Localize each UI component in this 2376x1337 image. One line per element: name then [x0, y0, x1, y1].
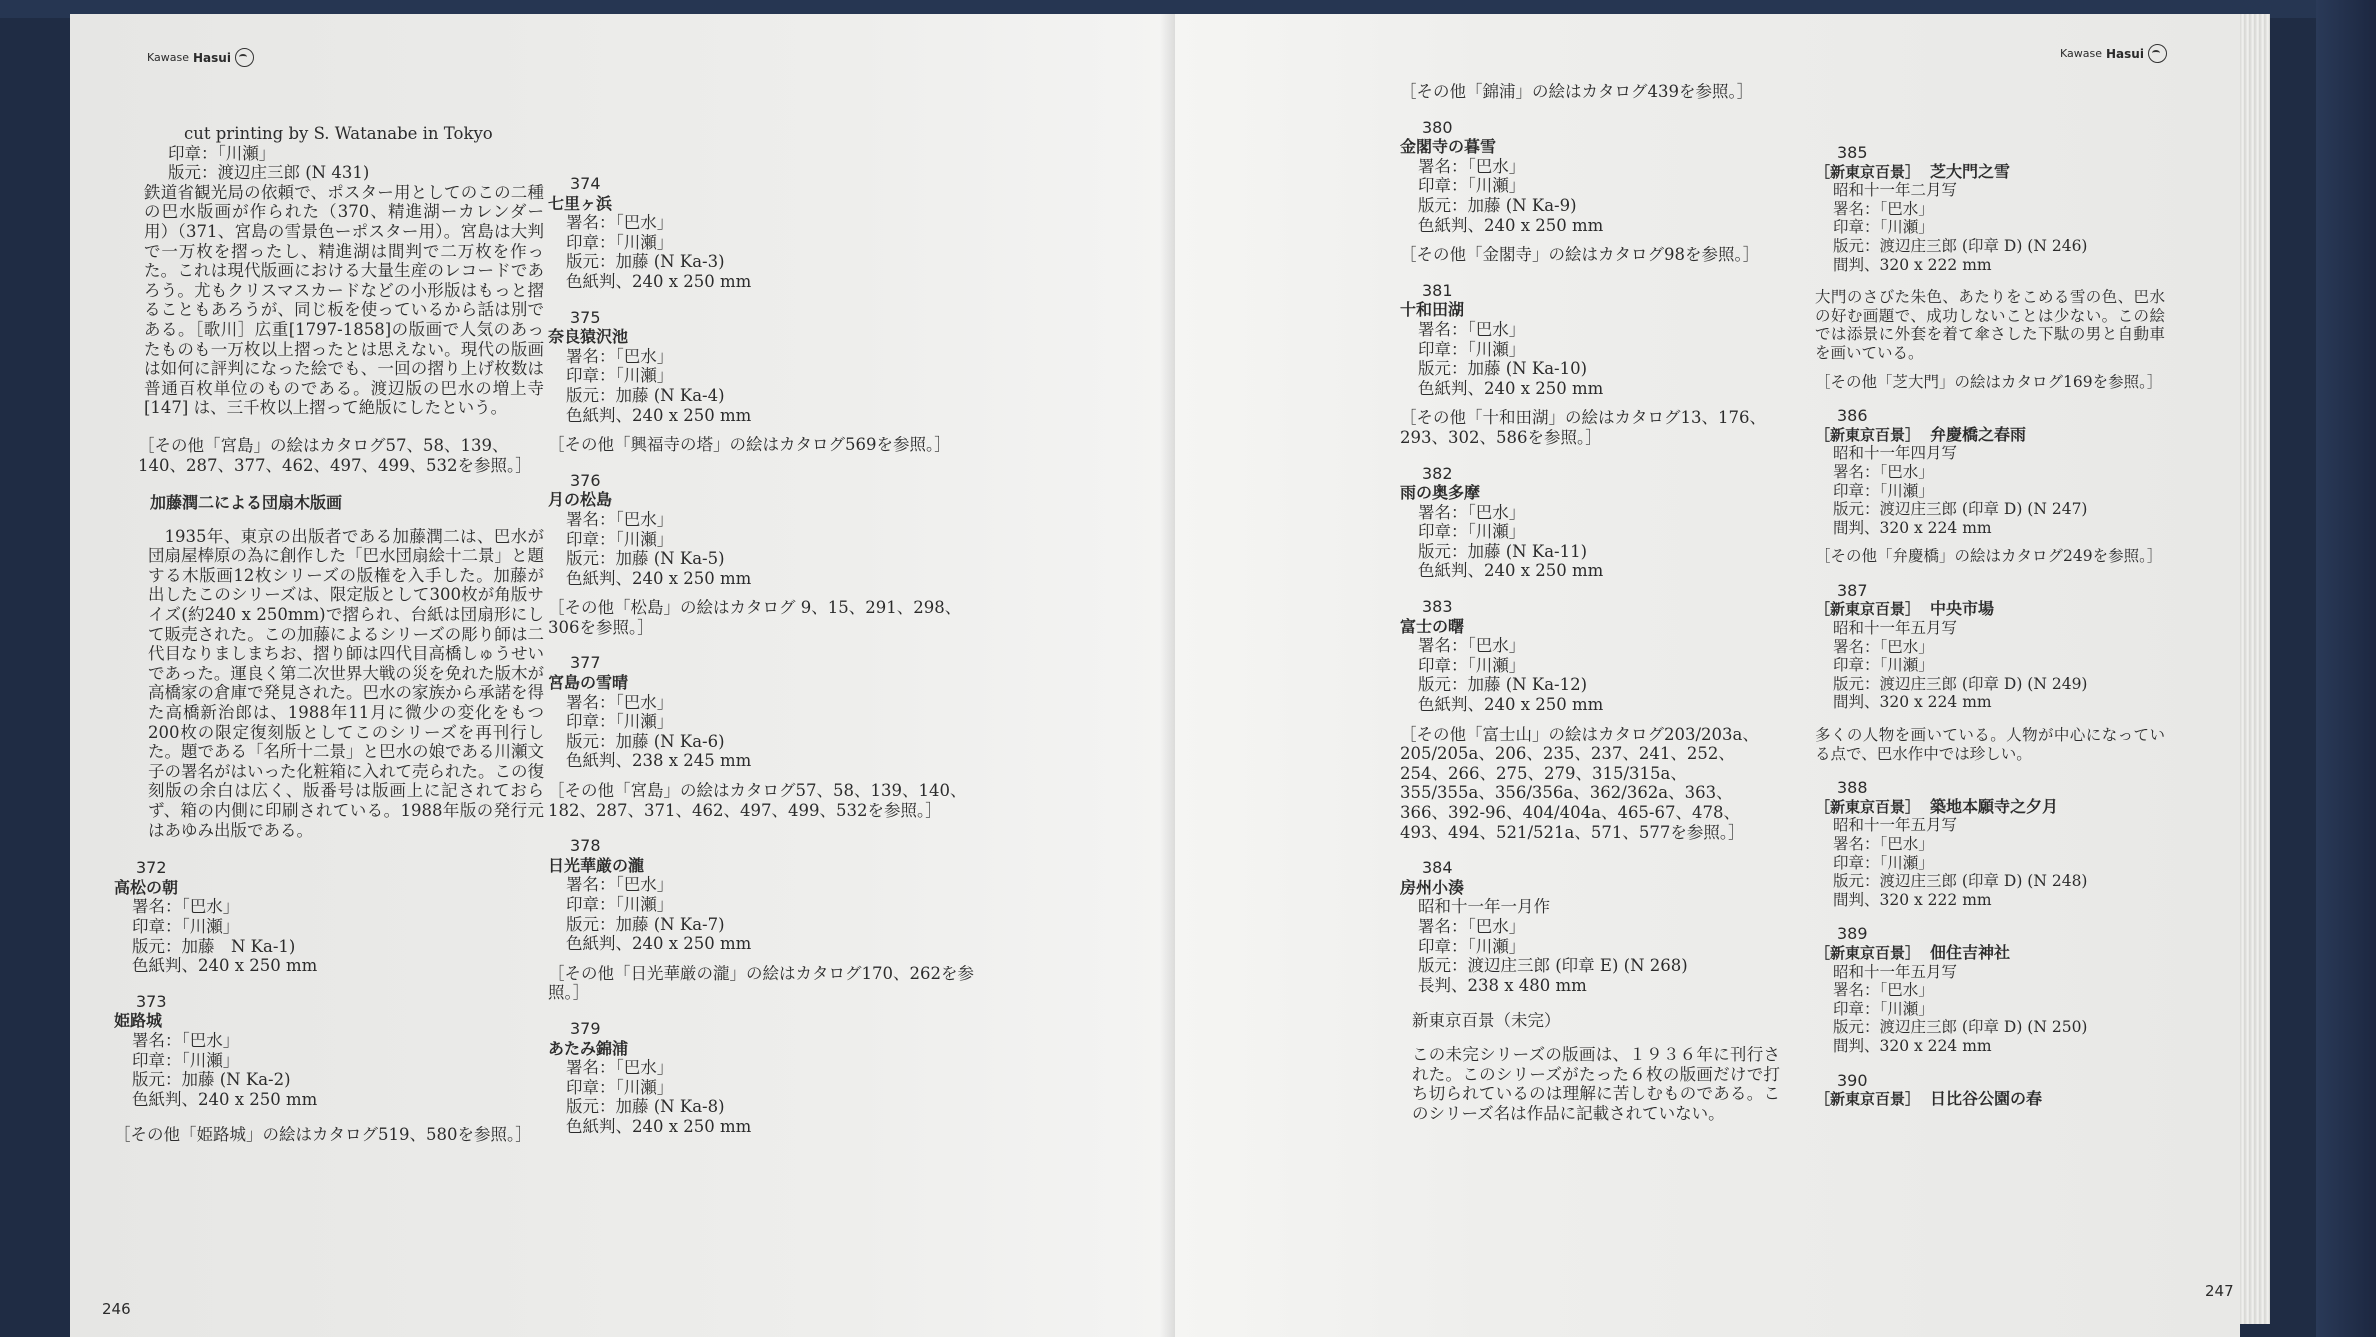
entry-note: ［その他「芝大門」の絵はカタログ169を参照。］	[1815, 372, 2163, 391]
catalog-entry	[1400, 464, 1780, 582]
series-bracket: ［新東京百景］	[1815, 797, 1921, 816]
entry-note: ［その他「宮島」の絵はカタログ57、58、139、140、182、287、371、462、497、499、532を参照。］	[548, 781, 967, 820]
entry-line: 署名：「巴水」	[566, 1058, 674, 1078]
entry-line: 印章：「川瀬」	[132, 916, 240, 936]
catalog-entry	[114, 992, 544, 1110]
entry-note: ［その他「金閣寺」の絵はカタログ98を参照。］	[1400, 245, 1760, 265]
entry-line: 印章：「川瀬」	[1418, 176, 1526, 196]
left-column-2	[548, 174, 988, 1153]
book-page-edges	[2240, 14, 2270, 1324]
entry-line: 色紙判、240 x 250 mm	[566, 1116, 752, 1136]
catalog-entry	[114, 858, 544, 976]
entry-line: 印章：「川瀬」	[1833, 999, 1934, 1018]
note-himeji: ［その他「姫路城」の絵はカタログ519、580を参照。］	[114, 1125, 532, 1145]
entry-line: 版元：加藤 (N Ka-10)	[1418, 359, 1588, 379]
catalog-entry	[1815, 582, 2165, 763]
entry-line: 色紙判、240 x 250 mm	[1418, 695, 1604, 715]
entry-line: 色紙判、240 x 250 mm	[132, 1089, 318, 1109]
note-miyajima: ［その他「宮島」の絵はカタログ57、58、139、140、287、377、462、497、499、532を参照。］	[138, 435, 532, 475]
entry-title: 富士の曙	[1400, 616, 1465, 636]
entry-line: 昭和十一年五月写	[1833, 816, 1958, 835]
entry-line: 版元：加藤 (N Ka-6)	[566, 731, 725, 751]
entry-line: 版元：加藤 (N Ka-4)	[566, 385, 725, 405]
entry-line: 版元：加藤 (N Ka-3)	[566, 252, 725, 272]
catalog-entry	[1815, 1072, 2165, 1109]
entry-number: 386	[1837, 406, 1868, 426]
left-header	[147, 48, 254, 67]
entry-title: 弁慶橋之春雨	[1930, 424, 2027, 444]
entry-line: 署名：「巴水」	[1833, 835, 1934, 853]
catalog-entry	[1815, 925, 2165, 1055]
section-paragraph-shin-tokyo: この未完シリーズの版画は、１９３６年に刊行された。このシリーズがたった６枚の版画だけで打ち切られているのは理解に苦しむものである。このシリーズ名は作品に記載されていない。	[1412, 1044, 1780, 1123]
entry-title: 奈良猿沢池	[548, 327, 629, 347]
entry-line: 署名：「巴水」	[132, 1030, 240, 1050]
intro-paragraph: 鉄道省観光局の依頼で、ポスター用としてのこの二種の巴水版画が作られた（370、精進湖ーカレンダー用）（371、宮島の雪景色ーポスター用）。宮島は大判で一万枚を摺ったし、精進湖は間判で二万枚を作った。これは現代版画における大量生産のレコードであろう。尤もクリスマスカードなどの小形版はもっと摺ることもあろうが、同じ板を使っているから話は別である。［歌川］広重[1797-1858]の版画で人気のあったものも一万枚以上摺ったとは思えない。現代の版画は如何に評判になった絵でも、一回の摺り上げ枚数は普通百枚単位のものである。渡辺版の巴水の増上寺 [147] は、三千枚以上摺って絶版にしたという。	[144, 182, 545, 418]
right-header	[2060, 44, 2167, 63]
section-title-shin-tokyo: 新東京百景（未完）	[1412, 1011, 1561, 1031]
entry-note: ［その他「興福寺の塔」の絵はカタログ569を参照。］	[548, 435, 951, 455]
header-artist-first: Kawase	[147, 51, 189, 64]
catalog-entry	[1815, 144, 2165, 391]
entry-title: 中央市場	[1930, 599, 1995, 619]
right-page-number: 247	[2205, 1282, 2234, 1300]
entry-line: 署名：「巴水」	[566, 346, 674, 366]
entry-line: 色紙判、240 x 250 mm	[566, 405, 752, 425]
catalog-entry	[1815, 407, 2165, 566]
entry-line: 昭和十一年二月写	[1833, 181, 1958, 200]
entry-number: 380	[1422, 117, 1453, 137]
left-page-number: 246	[102, 1300, 131, 1318]
series-bracket: ［新東京百景］	[1815, 425, 1921, 444]
entry-line: 色紙判、240 x 250 mm	[1418, 561, 1604, 581]
entry-line: 版元：加藤 (N Ka-8)	[566, 1097, 725, 1117]
entry-line: 署名：「巴水」	[566, 509, 674, 529]
entry-line: 色紙判、240 x 250 mm	[1418, 378, 1604, 398]
entry-line: 版元：加藤 N Ka-1)	[132, 936, 296, 956]
entry-line: 印章：「川瀬」	[132, 1050, 240, 1070]
left-column-1	[114, 124, 544, 1161]
entry-line: 署名：「巴水」	[566, 875, 674, 895]
entry-line: 版元：渡辺庄三郎 (印章 D) (N 247)	[1833, 500, 2088, 519]
entry-line: 署名：「巴水」	[1418, 156, 1526, 176]
entry-line: 色紙判、240 x 250 mm	[132, 956, 318, 976]
entry-note: ［その他「日光華厳の瀧」の絵はカタログ170、262を参照。］	[548, 963, 974, 1003]
left-page	[70, 14, 1175, 1337]
entry-line: 署名：「巴水」	[1418, 636, 1526, 656]
entry-line: 色紙判、238 x 245 mm	[566, 751, 752, 771]
entry-note: ［その他「弁慶橋」の絵はカタログ249を参照。］	[1815, 547, 2163, 566]
entry-line: 署名：「巴水」	[1833, 637, 1934, 656]
entry-number: 377	[570, 653, 601, 673]
entry-number: 376	[570, 470, 601, 490]
series-bracket: ［新東京百景］	[1815, 600, 1921, 619]
series-bracket: ［新東京百景］	[1815, 162, 1921, 181]
entry-line: 印章：「川瀬」	[1833, 481, 1934, 500]
entry-title: 佃住吉神社	[1930, 942, 2011, 962]
entry-number: 389	[1837, 924, 1868, 944]
entry-list-left	[114, 858, 544, 1145]
entry-title: 日光華厳の瀧	[548, 855, 645, 875]
background-right	[2316, 0, 2376, 1337]
right-page	[1175, 14, 2240, 1337]
entry-number: 372	[136, 858, 167, 878]
entry-line: 印章：「川瀬」	[566, 712, 674, 732]
entry-line: 版元：渡辺庄三郎 (印章 D) (N 249)	[1833, 674, 2088, 693]
entry-line: 版元：加藤 (N Ka-12)	[1418, 675, 1588, 695]
section-title-kato: 加藤潤二による団扇木版画	[150, 493, 343, 513]
entry-paragraph: 多くの人物を画いている。人物が中心になっている点で、巴水作中では珍しい。	[1815, 726, 2165, 763]
entry-line: 色紙判、240 x 250 mm	[1418, 215, 1604, 235]
entry-title: 房州小湊	[1400, 877, 1465, 897]
hasui-logo-icon	[235, 48, 254, 67]
entry-title: 日比谷公園の春	[1930, 1089, 2043, 1109]
catalog-entry	[1400, 858, 1780, 995]
entry-number: 383	[1422, 597, 1453, 617]
right-column-1	[1400, 82, 1780, 1123]
entry-line: 昭和十一年一月作	[1418, 897, 1550, 917]
entry-line: 印章：「川瀬」	[566, 1077, 674, 1097]
entry-line: 印章：「川瀬」	[1833, 853, 1934, 872]
entry-line: 長判、238 x 480 mm	[1418, 975, 1587, 995]
header-artist-first: Kawase	[2060, 47, 2102, 60]
entry-title: 七里ヶ浜	[548, 193, 613, 213]
catalog-entry	[548, 653, 988, 820]
entry-line: 版元：加藤 (N Ka-5)	[566, 549, 725, 569]
entry-line: 印章：「川瀬」	[1418, 936, 1526, 956]
entry-line: 間判、320 x 222 mm	[1833, 890, 1992, 909]
section-paragraph-kato: 1935年、東京の出版者である加藤潤二は、巴水が団扇屋棒原の為に創作した「巴水団扇絵十二景」と題する木版画12枚シリーズの版権を入手した。加藤が出したこのシリーズは、限定版として300枚が角版サイズ(約240 x 250mm)で摺られ、台紙は団扇形にして販売された。この加藤によるシリーズの彫り師は二代目なりましまちお、摺り師は四代目高橋しゅうせいであった。運良く第二次世界大戦の災を免れた版木が高橋家の倉庫で発見された。巴水の家族から承諾を得た高橋新治郎は、1988年11月に微少の変化をもつ200枚の限定復刻版としてこのシリーズを再刊行した。題である「名所十二景」と巴水の娘である川瀬文子の署名がはいった化粧箱に入れて売られた。この復刻版の余白は広く、版番号は版画上に記されておらず、箱の内側に印刷されている。1988年版の発行元はあゆみ出版である。	[148, 526, 544, 840]
entry-line: 署名：「巴水」	[1833, 462, 1934, 481]
entry-line: 印章：「川瀬」	[1833, 218, 1934, 237]
entry-number: 379	[570, 1018, 601, 1038]
catalog-entry	[548, 836, 988, 1003]
entry-number: 388	[1837, 778, 1868, 798]
catalog-entry	[548, 174, 988, 292]
intro-line-2: 印章：「川瀬」	[168, 143, 276, 163]
entry-number: 384	[1422, 858, 1453, 878]
entry-line: 昭和十一年五月写	[1833, 619, 1958, 638]
header-artist-last: Hasui	[193, 50, 231, 65]
entry-note: ［その他「富士山」の絵はカタログ203/203a、205/205a、206、235、237、241、252、254、266、275、279、315/315a、355/355a、356/356a、362/362a、363、366、392-96、404/404a、465-67、478、493、494、521/521a、571、577を参照。］	[1400, 724, 1759, 842]
catalog-entry	[548, 1019, 988, 1137]
hasui-logo-icon	[2148, 44, 2167, 63]
entry-line: 版元：渡辺庄三郎 (印章 E) (N 268)	[1418, 956, 1688, 976]
entry-title: 雨の奥多摩	[1400, 483, 1481, 503]
note-nishikiura: ［その他「錦浦」の絵はカタログ439を参照。］	[1400, 82, 1754, 101]
catalog-entry	[1400, 281, 1780, 448]
entry-note: ［その他「松島」の絵はカタログ 9、15、291、298、306を参照。］	[548, 598, 962, 637]
entry-line: 署名：「巴水」	[1418, 502, 1526, 522]
entry-line: 版元：渡辺庄三郎 (印章 D) (N 246)	[1833, 236, 2088, 255]
entry-title: 姫路城	[114, 1011, 163, 1031]
entry-line: 版元：加藤 (N Ka-2)	[132, 1070, 291, 1090]
entry-title: 芝大門之雪	[1930, 161, 2011, 181]
entry-line: 署名：「巴水」	[132, 897, 240, 917]
right-column-2	[1815, 144, 2165, 1125]
entry-number: 374	[570, 174, 601, 193]
entry-line: 間判、320 x 224 mm	[1833, 693, 1992, 712]
header-artist-last: Hasui	[2106, 46, 2144, 61]
entry-number: 381	[1422, 280, 1453, 300]
entry-number: 375	[570, 307, 601, 327]
catalog-entry	[1815, 779, 2165, 909]
entry-line: 間判、320 x 222 mm	[1833, 255, 1992, 274]
catalog-entry	[1400, 118, 1780, 265]
entry-line: 署名：「巴水」	[1418, 319, 1526, 339]
entry-line: 印章：「川瀬」	[566, 529, 674, 549]
entry-title: 十和田湖	[1400, 300, 1465, 320]
intro-line-1: cut printing by S. Watanabe in Tokyo	[184, 124, 493, 143]
entry-line: 色紙判、240 x 250 mm	[566, 271, 752, 291]
entry-line: 版元：加藤 (N Ka-9)	[1418, 195, 1577, 215]
entry-line: 印章：「川瀬」	[1833, 656, 1934, 675]
entry-line: 署名：「巴水」	[1418, 916, 1526, 936]
catalog-entry	[548, 471, 988, 638]
entry-line: 版元：加藤 (N Ka-7)	[566, 914, 725, 934]
entry-title: 築地本願寺之夕月	[1930, 796, 2059, 816]
entry-line: 版元：加藤 (N Ka-11)	[1418, 541, 1588, 561]
series-bracket: ［新東京百景］	[1815, 943, 1921, 962]
entry-line: 印章：「川瀬」	[566, 366, 674, 386]
entry-number: 378	[570, 836, 601, 856]
entry-title: 金閣寺の暮雪	[1400, 137, 1497, 157]
entry-title: 宮島の雪晴	[548, 673, 629, 693]
entry-line: 署名：「巴水」	[1833, 199, 1934, 218]
entry-number: 373	[136, 991, 167, 1011]
entry-line: 印章：「川瀬」	[1418, 522, 1526, 542]
catalog-entry	[1400, 597, 1780, 842]
entry-line: 色紙判、240 x 250 mm	[566, 568, 752, 588]
entry-number: 382	[1422, 463, 1453, 483]
entry-line: 昭和十一年五月写	[1833, 962, 1958, 981]
catalog-entry	[548, 308, 988, 455]
entry-line: 昭和十一年四月写	[1833, 444, 1958, 463]
entry-title: 高松の朝	[114, 877, 179, 897]
entry-line: 署名：「巴水」	[1833, 981, 1934, 1000]
entry-line: 印章：「川瀬」	[566, 232, 674, 252]
entry-number: 385	[1837, 143, 1868, 162]
entry-note: ［その他「十和田湖」の絵はカタログ13、176、293、302、586を参照。］	[1400, 408, 1766, 447]
entry-line: 印章：「川瀬」	[1418, 339, 1526, 359]
entry-line: 版元：渡辺庄三郎 (印章 D) (N 248)	[1833, 872, 2088, 891]
entry-line: 印章：「川瀬」	[566, 895, 674, 914]
entry-line: 版元：渡辺庄三郎 (印章 D) (N 250)	[1833, 1018, 2088, 1037]
entry-line: 色紙判、240 x 250 mm	[566, 934, 752, 954]
entry-number: 387	[1837, 580, 1868, 600]
entry-paragraph: 大門のさびた朱色、あたりをこめる雪の色、巴水の好む画題で、成功しないことは少ない。この絵では添景に外套を着て傘さした下駄の男と自動車を画いている。	[1815, 288, 2165, 362]
entry-title: あたみ錦浦	[548, 1038, 629, 1058]
intro-line-3: 版元：渡辺庄三郎 (N 431)	[168, 163, 370, 183]
entry-line: 間判、320 x 224 mm	[1833, 518, 1992, 537]
entry-title: 月の松島	[548, 490, 613, 510]
entry-number: 390	[1837, 1070, 1868, 1090]
series-bracket: ［新東京百景］	[1815, 1090, 1921, 1109]
entry-line: 署名：「巴水」	[566, 213, 674, 233]
entry-line: 間判、320 x 224 mm	[1833, 1036, 1992, 1055]
entry-line: 署名：「巴水」	[566, 692, 674, 712]
entry-line: 印章：「川瀬」	[1418, 655, 1526, 675]
